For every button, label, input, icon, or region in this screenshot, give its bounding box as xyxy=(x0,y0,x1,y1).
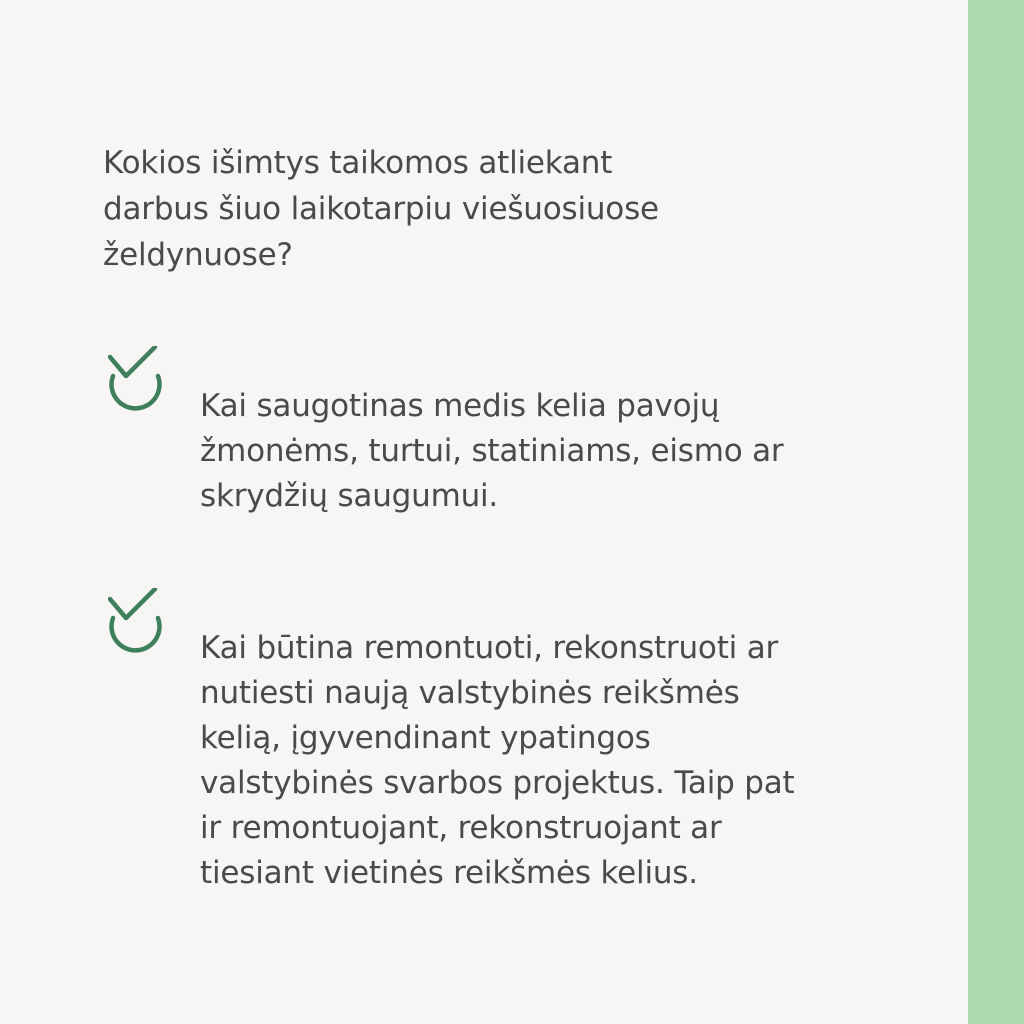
check-circle-icon xyxy=(108,588,164,654)
text-line: nutiesti naują valstybinės reikšmės xyxy=(200,675,740,711)
text-line: valstybinės svarbos projektus. Taip pat xyxy=(200,765,795,801)
text-line: ir remontuojant, rekonstruojant ar xyxy=(200,810,722,846)
exception-text xyxy=(200,384,900,519)
question-heading xyxy=(103,140,863,278)
question-line: darbus šiuo laikotarpiu viešuosiuose xyxy=(103,191,659,227)
text-line: žmonėms, turtui, statiniams, eismo ar xyxy=(200,433,784,469)
side-accent-stripe xyxy=(968,0,1024,1024)
text-line: kelią, įgyvendinant ypatingos xyxy=(200,720,651,756)
text-line: tiesiant vietinės reikšmės kelius. xyxy=(200,855,698,891)
exception-text xyxy=(200,626,900,896)
question-line: želdynuose? xyxy=(103,237,293,273)
text-line: Kai būtina remontuoti, rekonstruoti ar xyxy=(200,630,779,666)
text-line: Kai saugotinas medis kelia pavojų xyxy=(200,388,720,424)
check-circle-icon xyxy=(108,346,164,412)
question-line: Kokios išimtys taikomos atliekant xyxy=(103,145,613,181)
text-line: skrydžių saugumui. xyxy=(200,478,499,514)
